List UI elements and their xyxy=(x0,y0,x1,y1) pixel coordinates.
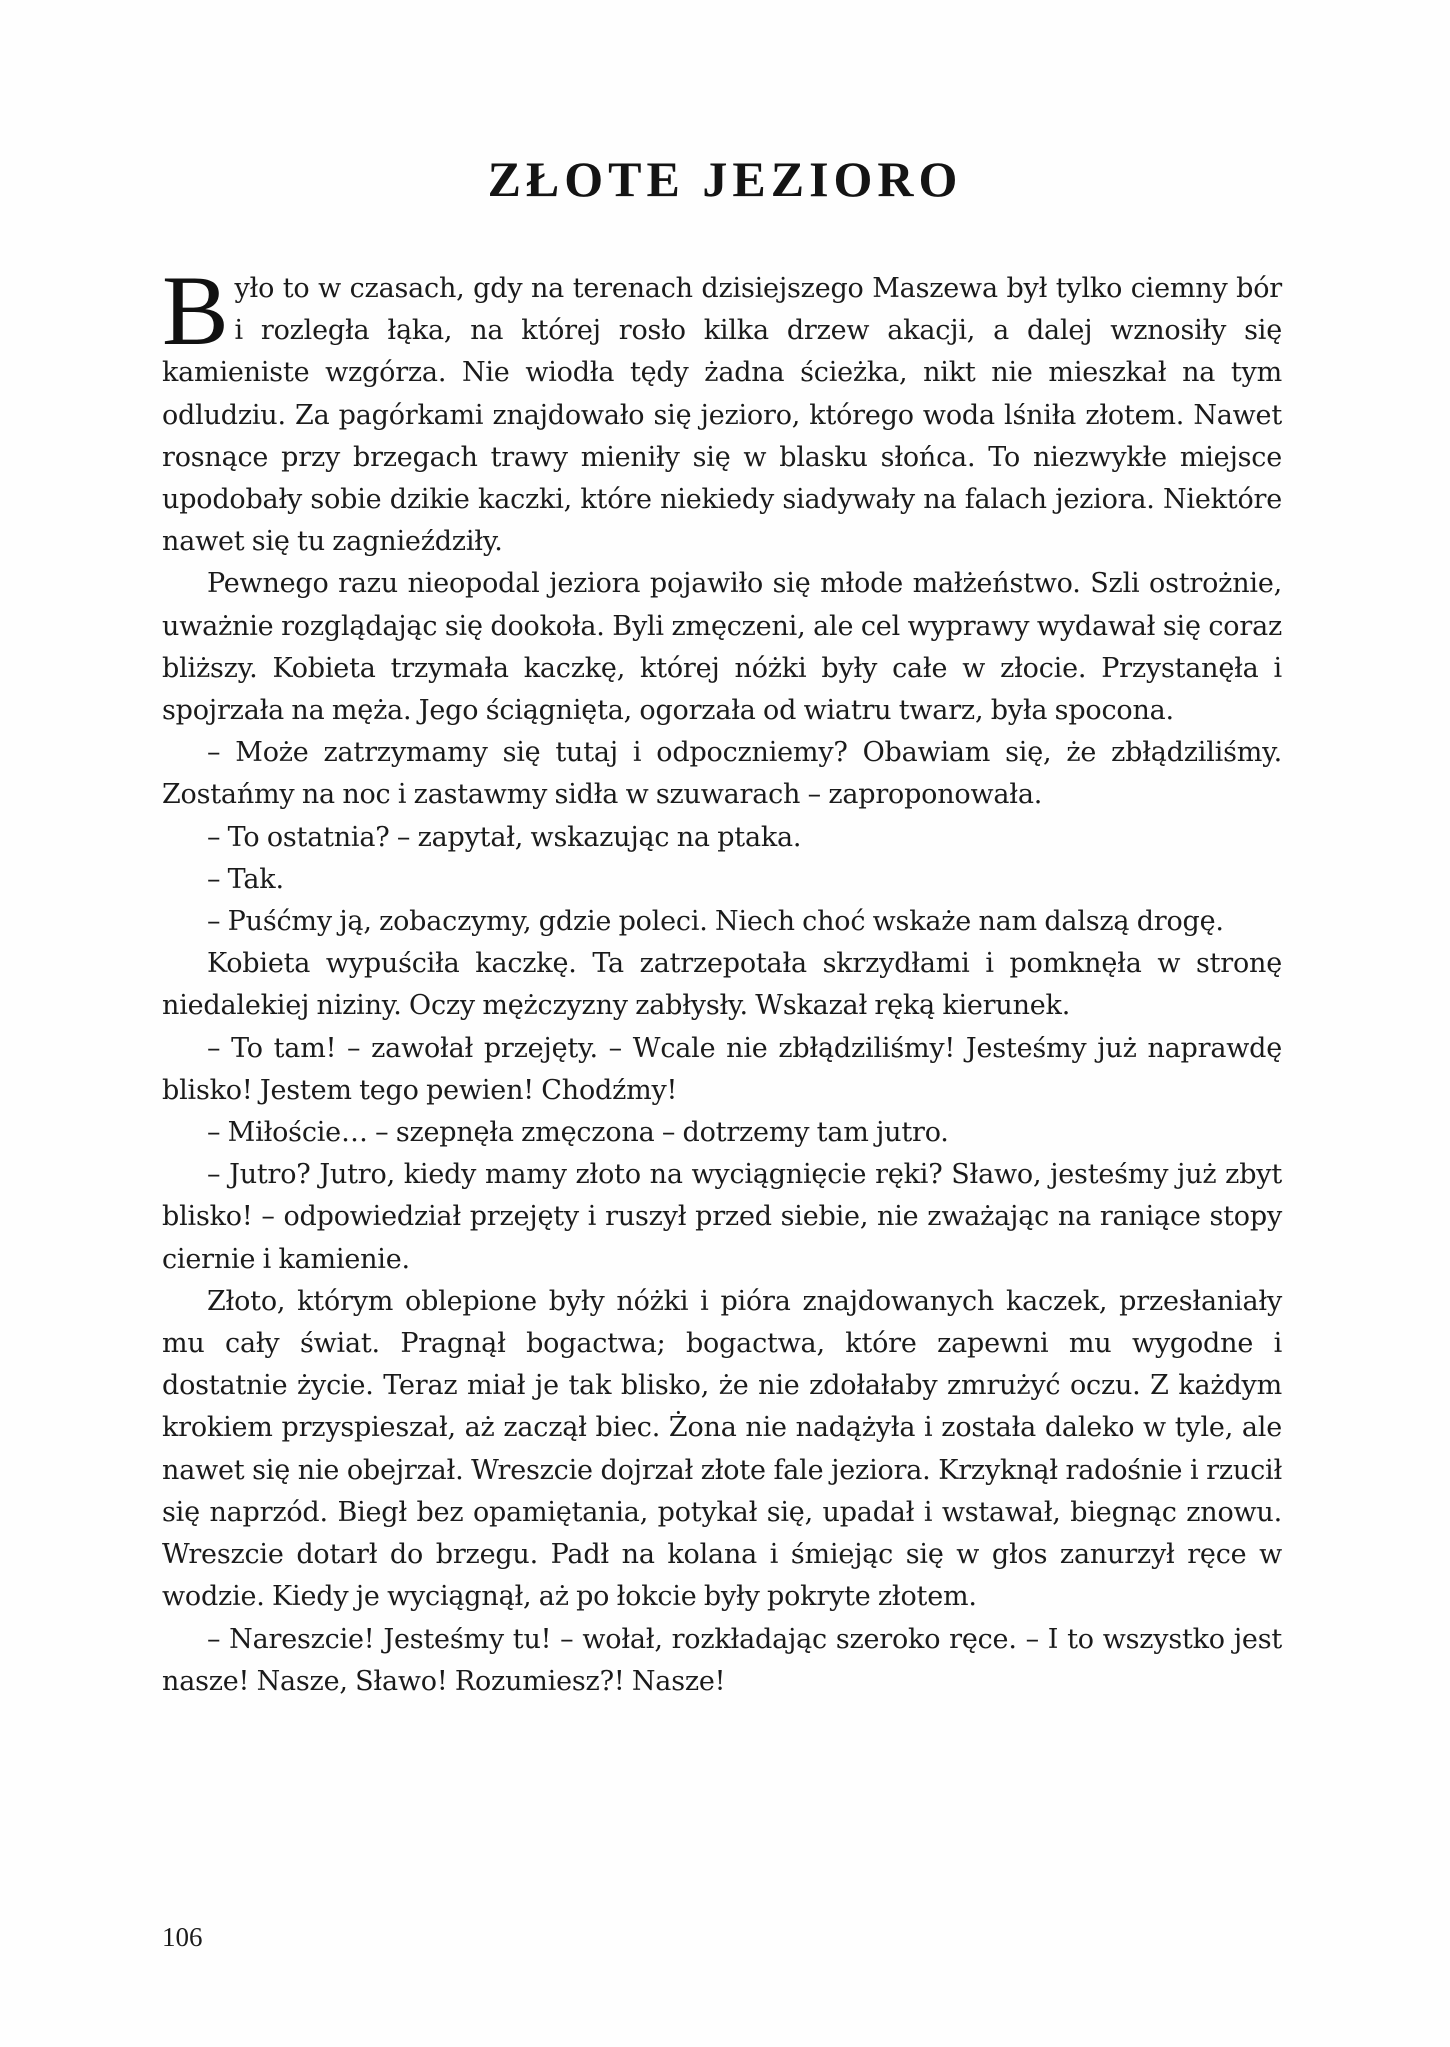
paragraph-narration: Kobieta wypuściła kaczkę. Ta zatrzepotała skrzydłami i pomknęła w stronę niedalekiej niziny. Oczy mężczyzny zabłysły. Wskazał ręką kierunek. xyxy=(162,948,1282,1022)
paragraph-dialogue: – Może zatrzymamy się tutaj i odpoczniemy? Obawiam się, że zbłądziliśmy. Zostańmy na noc i zastawmy sidła w szuwarach – zaproponowała. xyxy=(162,737,1282,811)
story-body xyxy=(162,255,1282,1703)
paragraph-dialogue: – To ostatnia? – zapytał, wskazując na ptaka. xyxy=(207,821,802,853)
drop-cap: B xyxy=(162,255,229,366)
paragraph-dialogue: – Jutro? Jutro, kiedy mamy złoto na wyciągnięcie ręki? Sławo, jesteśmy już zbyt blisko! – odpowiedział przejęty i ruszył przed siebie, nie zważając na raniące stopy ciernie i kamienie. xyxy=(162,1159,1282,1275)
paragraph-1 xyxy=(162,255,1282,563)
paragraph-dialogue: – Miłoście… – szepnęła zmęczona – dotrzemy tam jutro. xyxy=(207,1117,949,1149)
paragraph-2: Pewnego razu nieopodal jeziora pojawiło się młode małżeństwo. Szli ostrożnie, uważnie rozglądając się dookoła. Byli zmęczeni, ale cel wyprawy wydawał się coraz bliższy. Kobieta trzymała kaczkę, której nóżki były całe w złocie. Przystanęła i spojrzała na męża. Jego ściągnięta, ogorzała od wiatru twarz, była spocona. xyxy=(162,568,1282,727)
page-number: 106 xyxy=(162,1922,203,1952)
paragraph-dialogue: – To tam! – zawołał przejęty. – Wcale nie zbłądziliśmy! Jesteśmy już naprawdę blisko! Jestem tego pewien! Chodźmy! xyxy=(162,1032,1282,1106)
paragraph-dialogue: – Tak. xyxy=(207,863,284,895)
paragraph-text: yło to w czasach, gdy na terenach dzisiejszego Maszewa był tylko ciemny bór i rozległa łąka, na której rosło kilka drzew akacji, a dalej wznosiły się kamieniste wzgórza. Nie wiodła tędy żadna ścieżka, nikt nie mieszkał na tym odludziu. Za pagórkami znajdowało się jezioro, którego woda lśniła złotem. Nawet rosnące przy brzegach trawy mieniły się w blasku słońca. To niezwykłe miejsce upodobały sobie dzikie kaczki, które niekiedy siadywały na falach jeziora. Niektóre nawet się tu zagnieździły. xyxy=(162,273,1282,558)
paragraph-dialogue: – Puśćmy ją, zobaczymy, gdzie poleci. Niech choć wskaże nam dalszą drogę. xyxy=(207,906,1224,938)
chapter-title: ZŁOTE JEZIORO xyxy=(487,151,963,207)
paragraph-narration: Złoto, którym oblepione były nóżki i pióra znajdowanych kaczek, przesłaniały mu cały świat. Pragnął bogactwa; bogactwa, które zapewni mu wygodne i dostatnie życie. Teraz miał je tak blisko, że nie zdołałaby zmrużyć oczu. Z każdym krokiem przyspieszał, aż zaczął biec. Żona nie nadążyła i została daleko w tyle, ale nawet się nie obejrzał. Wreszcie dojrzał złote fale jeziora. Krzyknął radośnie i rzucił się naprzód. Biegł bez opamiętania, potykał się, upadał i wstawał, biegnąc znowu. Wreszcie dotarł do brzegu. Padł na kolana i śmiejąc się w głos zanurzył ręce w wodzie. Kiedy je wyciągnął, aż po łokcie były pokryte złotem. xyxy=(162,1285,1282,1613)
paragraph-dialogue: – Nareszcie! Jesteśmy tu! – wołał, rozkładając szeroko ręce. – I to wszystko jest nasze! Nasze, Sławo! Rozumiesz?! Nasze! xyxy=(162,1623,1282,1697)
